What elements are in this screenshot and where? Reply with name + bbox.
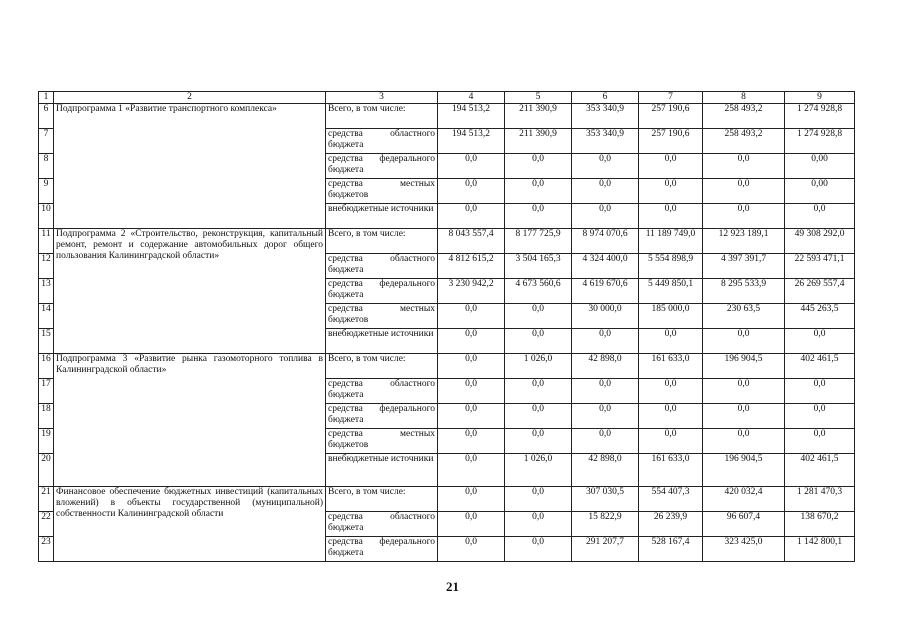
amount-cell: 4 812 615,2 — [438, 254, 505, 279]
funding-source: средства федерального бюджета — [326, 537, 438, 562]
amount-cell: 0,00 — [785, 179, 855, 204]
amount-cell: 1 274 928,8 — [785, 104, 855, 129]
amount-cell: 4 324 400,0 — [572, 254, 639, 279]
row-number: 18 — [39, 404, 54, 429]
row-number: 12 — [39, 254, 54, 279]
program-name: Подпрограмма 2 «Строительство, реконструкция, капитальный ремонт, ремонт и содержание автомобильных дорог общего пользования Калининградской области» — [54, 229, 326, 354]
amount-cell: 0,0 — [438, 179, 505, 204]
funding-source: внебюджетные источники — [326, 329, 438, 354]
row-number: 10 — [39, 204, 54, 229]
amount-cell: 8 974 070,6 — [572, 229, 639, 254]
row-number: 22 — [39, 512, 54, 537]
amount-cell: 0,0 — [505, 179, 572, 204]
row-number: 21 — [39, 487, 54, 512]
amount-cell: 0,0 — [703, 379, 785, 404]
page-number: 21 — [446, 579, 459, 594]
row-number: 11 — [39, 229, 54, 254]
amount-cell: 185 000,0 — [639, 304, 703, 329]
amount-cell: 4 397 391,7 — [703, 254, 785, 279]
program-name: Подпрограмма 1 «Развитие транспортного комплекса» — [54, 104, 326, 229]
row-number: 17 — [39, 379, 54, 404]
row-number: 23 — [39, 537, 54, 562]
amount-cell: 0,0 — [785, 429, 855, 454]
amount-cell: 8 043 557,4 — [438, 229, 505, 254]
amount-cell: 0,0 — [438, 404, 505, 429]
amount-cell: 0,00 — [785, 154, 855, 179]
amount-cell: 196 904,5 — [703, 354, 785, 379]
amount-cell: 0,0 — [505, 204, 572, 229]
amount-cell: 0,0 — [703, 329, 785, 354]
amount-cell: 0,0 — [703, 179, 785, 204]
funding-source: Всего, в том числе: — [326, 487, 438, 512]
amount-cell: 1 274 928,8 — [785, 129, 855, 154]
funding-source: средства местных бюджетов — [326, 304, 438, 329]
amount-cell: 5 554 898,9 — [639, 254, 703, 279]
program-name: Финансовое обеспечение бюджетных инвестиций (капитальных вложений) в объекты государственной (муниципальной) собственности Калининградской области — [54, 487, 326, 562]
column-number-header: 3 — [326, 92, 438, 104]
row-number: 6 — [39, 104, 54, 129]
column-number-header: 6 — [572, 92, 639, 104]
amount-cell: 3 230 942,2 — [438, 279, 505, 304]
funding-source: средства федерального бюджета — [326, 404, 438, 429]
amount-cell: 0,0 — [438, 429, 505, 454]
amount-cell: 0,0 — [438, 304, 505, 329]
amount-cell: 353 340,9 — [572, 129, 639, 154]
amount-cell: 3 504 165,3 — [505, 254, 572, 279]
funding-source: средства областного бюджета — [326, 512, 438, 537]
amount-cell: 402 461,5 — [785, 454, 855, 487]
amount-cell: 4 619 670,6 — [572, 279, 639, 304]
amount-cell: 0,0 — [785, 204, 855, 229]
amount-cell: 257 190,6 — [639, 129, 703, 154]
funding-source: Всего, в том числе: — [326, 354, 438, 379]
amount-cell: 196 904,5 — [703, 454, 785, 487]
amount-cell: 30 000,0 — [572, 304, 639, 329]
amount-cell: 1 026,0 — [505, 454, 572, 487]
amount-cell: 0,0 — [639, 329, 703, 354]
amount-cell: 0,0 — [572, 379, 639, 404]
amount-cell: 0,0 — [505, 379, 572, 404]
amount-cell: 8 295 533,9 — [703, 279, 785, 304]
amount-cell: 0,0 — [572, 179, 639, 204]
table-row — [39, 229, 855, 254]
amount-cell: 0,0 — [505, 487, 572, 512]
amount-cell: 5 449 850,1 — [639, 279, 703, 304]
table-row — [39, 354, 855, 379]
amount-cell: 258 493,2 — [703, 104, 785, 129]
amount-cell: 307 030,5 — [572, 487, 639, 512]
amount-cell: 0,0 — [572, 429, 639, 454]
row-number: 9 — [39, 179, 54, 204]
amount-cell: 0,0 — [703, 404, 785, 429]
row-number: 7 — [39, 129, 54, 154]
table-row — [39, 487, 855, 512]
funding-source: Всего, в том числе: — [326, 104, 438, 129]
amount-cell: 0,0 — [505, 404, 572, 429]
amount-cell: 0,0 — [505, 537, 572, 562]
amount-cell: 0,0 — [703, 429, 785, 454]
row-number: 15 — [39, 329, 54, 354]
amount-cell: 0,0 — [438, 379, 505, 404]
amount-cell: 0,0 — [572, 329, 639, 354]
amount-cell: 258 493,2 — [703, 129, 785, 154]
amount-cell: 0,0 — [505, 429, 572, 454]
amount-cell: 1 281 470,3 — [785, 487, 855, 512]
amount-cell: 0,0 — [703, 204, 785, 229]
row-number: 14 — [39, 304, 54, 329]
amount-cell: 291 207,7 — [572, 537, 639, 562]
amount-cell: 0,0 — [639, 379, 703, 404]
amount-cell: 211 390,9 — [505, 129, 572, 154]
amount-cell: 161 633,0 — [639, 454, 703, 487]
funding-source: средства областного бюджета — [326, 129, 438, 154]
amount-cell: 0,0 — [505, 512, 572, 537]
funding-source: средства федерального бюджета — [326, 154, 438, 179]
amount-cell: 1 026,0 — [505, 354, 572, 379]
amount-cell: 42 898,0 — [572, 354, 639, 379]
amount-cell: 0,0 — [438, 154, 505, 179]
funding-source: Всего, в том числе: — [326, 229, 438, 254]
funding-source: средства местных бюджетов — [326, 429, 438, 454]
column-number-header: 5 — [505, 92, 572, 104]
amount-cell: 26 239,9 — [639, 512, 703, 537]
amount-cell: 0,0 — [438, 204, 505, 229]
amount-cell: 194 513,2 — [438, 104, 505, 129]
amount-cell: 15 822,9 — [572, 512, 639, 537]
amount-cell: 0,0 — [438, 512, 505, 537]
amount-cell: 4 673 560,6 — [505, 279, 572, 304]
amount-cell: 323 425,0 — [703, 537, 785, 562]
amount-cell: 230 63,5 — [703, 304, 785, 329]
column-number-header: 1 — [39, 92, 54, 104]
amount-cell: 161 633,0 — [639, 354, 703, 379]
amount-cell: 0,0 — [785, 329, 855, 354]
amount-cell: 42 898,0 — [572, 454, 639, 487]
amount-cell: 1 142 800,1 — [785, 537, 855, 562]
row-number: 20 — [39, 454, 54, 487]
amount-cell: 11 189 749,0 — [639, 229, 703, 254]
budget-table — [38, 91, 855, 562]
amount-cell: 554 407,3 — [639, 487, 703, 512]
amount-cell: 0,0 — [572, 404, 639, 429]
amount-cell: 420 032,4 — [703, 487, 785, 512]
amount-cell: 0,0 — [639, 429, 703, 454]
amount-cell: 445 263,5 — [785, 304, 855, 329]
funding-source: внебюджетные источники — [326, 454, 438, 487]
funding-source: средства федерального бюджета — [326, 279, 438, 304]
column-number-header: 7 — [639, 92, 703, 104]
funding-source: средства областного бюджета — [326, 379, 438, 404]
column-number-header: 8 — [703, 92, 785, 104]
column-number-header: 4 — [438, 92, 505, 104]
amount-cell: 22 593 471,1 — [785, 254, 855, 279]
amount-cell: 12 923 189,1 — [703, 229, 785, 254]
amount-cell: 26 269 557,4 — [785, 279, 855, 304]
header-row — [39, 92, 855, 104]
amount-cell: 0,0 — [572, 204, 639, 229]
amount-cell: 0,0 — [639, 154, 703, 179]
amount-cell: 0,0 — [505, 154, 572, 179]
amount-cell: 0,0 — [438, 329, 505, 354]
funding-source: внебюджетные источники — [326, 204, 438, 229]
amount-cell: 0,0 — [438, 487, 505, 512]
row-number: 13 — [39, 279, 54, 304]
amount-cell: 0,0 — [438, 537, 505, 562]
column-number-header: 9 — [785, 92, 855, 104]
amount-cell: 0,0 — [572, 154, 639, 179]
funding-source: средства областного бюджета — [326, 254, 438, 279]
amount-cell: 257 190,6 — [639, 104, 703, 129]
amount-cell: 194 513,2 — [438, 129, 505, 154]
row-number: 19 — [39, 429, 54, 454]
amount-cell: 528 167,4 — [639, 537, 703, 562]
amount-cell: 96 607,4 — [703, 512, 785, 537]
amount-cell: 353 340,9 — [572, 104, 639, 129]
amount-cell: 0,0 — [785, 379, 855, 404]
table-row — [39, 104, 855, 129]
program-name: Подпрограмма 3 «Развитие рынка газомоторного топлива в Калининградской области» — [54, 354, 326, 487]
amount-cell: 0,0 — [438, 454, 505, 487]
amount-cell: 0,0 — [703, 154, 785, 179]
amount-cell: 0,0 — [639, 179, 703, 204]
amount-cell: 138 670,2 — [785, 512, 855, 537]
amount-cell: 0,0 — [785, 404, 855, 429]
amount-cell: 402 461,5 — [785, 354, 855, 379]
amount-cell: 0,0 — [639, 404, 703, 429]
amount-cell: 0,0 — [438, 354, 505, 379]
amount-cell: 49 308 292,0 — [785, 229, 855, 254]
amount-cell: 0,0 — [639, 204, 703, 229]
amount-cell: 0,0 — [505, 329, 572, 354]
row-number: 8 — [39, 154, 54, 179]
amount-cell: 211 390,9 — [505, 104, 572, 129]
funding-source: средства местных бюджетов — [326, 179, 438, 204]
amount-cell: 0,0 — [505, 304, 572, 329]
column-number-header: 2 — [54, 92, 326, 104]
amount-cell: 8 177 725,9 — [505, 229, 572, 254]
row-number: 16 — [39, 354, 54, 379]
